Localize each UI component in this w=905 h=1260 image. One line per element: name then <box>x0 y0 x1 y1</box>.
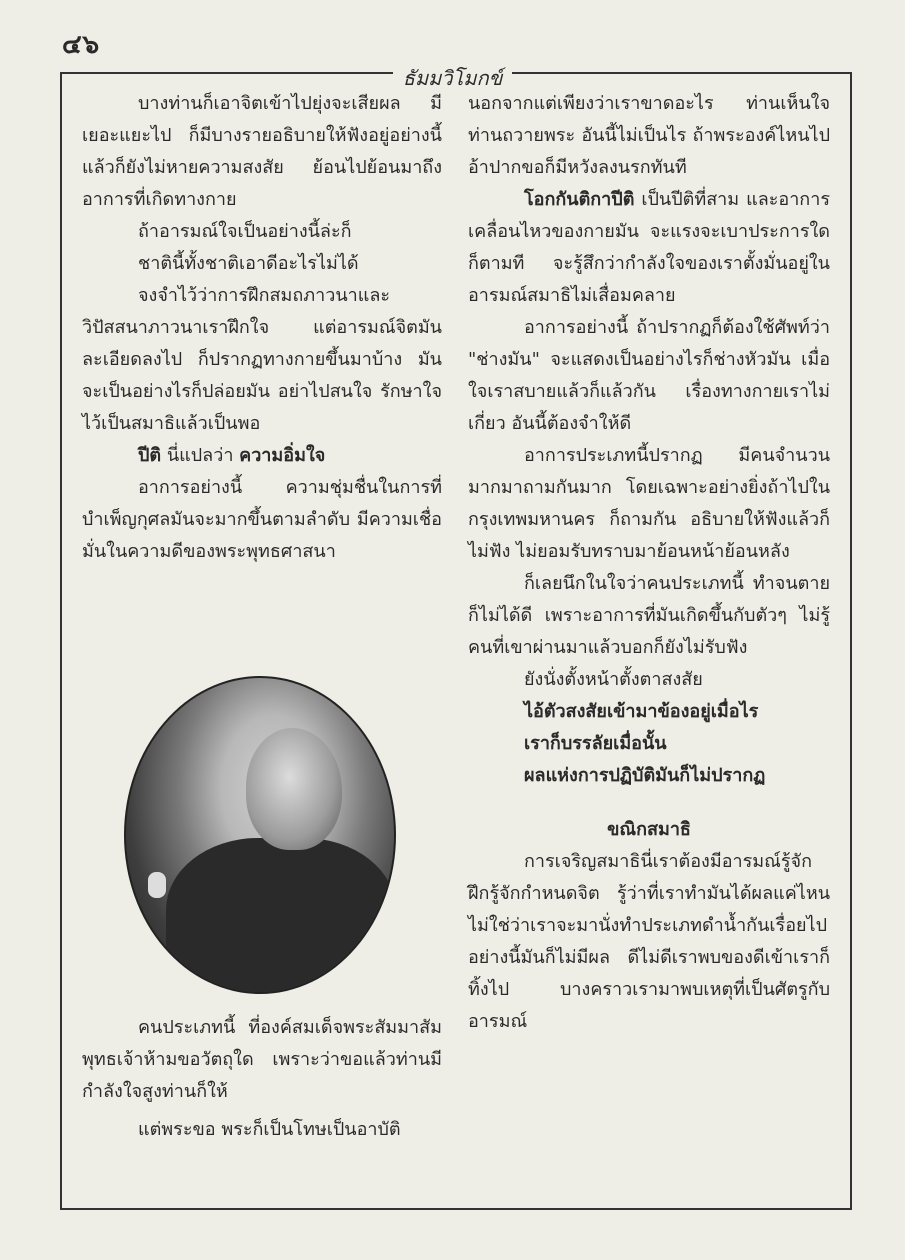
okkanti-rest: เป็นปีติที่สาม และอาการเคลื่อนไหวของกายมัน จะแรงจะเบาประการใดก็ตามที จะรู้สึกว่ากำลังใจของเราตั้งมั่นอยู่ในอารมณ์สมาธิไม่เสื่อมคลาย <box>468 189 830 306</box>
monk-photo <box>124 676 396 994</box>
right-paragraph-5-line-2: ยังนั่งตั้งหน้าตั้งตาสงสัย <box>524 669 703 690</box>
right-paragraph-1: นอกจากแต่เพียงว่าเราขาดอะไร ท่านเห็นใจท่านถวายพระ อันนี้ไม่เป็นไร ถ้าพระองค์ไหนไปอ้าปากขอก็มีหวังลงนรกทันที <box>468 93 830 178</box>
right-paragraph-6: การเจริญสมาธินี่เราต้องมีอารมณ์รู้จักฝึกรู้จักกำหนดจิต รู้ว่าที่เราทำมันได้ผลแค่ไหน ไม่ใช่ว่าเราจะมานั่งทำประเภทดำน้ำกันเรื่อยไป อย่างนี้มันก็ไม่มีผล ดีไม่ดีเราพบของดีเข้าเราก็ทิ้งไป บางคราวเรามาพบเหตุที่เป็นศัตรูกับอารมณ์ <box>468 851 830 1032</box>
verse-line-1: ไอ้ตัวสงสัยเข้ามาข้องอยู่เมื่อไร <box>524 701 759 722</box>
left-paragraph-6: แต่พระขอ พระก็เป็นโทษเป็นอาบัติ <box>138 1119 401 1140</box>
piti-mid: นี่แปลว่า <box>161 445 240 466</box>
left-paragraph-2-line-1: ถ้าอารมณ์ใจเป็นอย่างนี้ล่ะก็ <box>138 221 352 242</box>
left-paragraph-3: จงจำไว้ว่าการฝึกสมถภาวนาและวิปัสสนาภาวนาเราฝึกใจ แต่อารมณ์จิตมันละเอียดลงไป ก็ปรากฏทางกายขึ้นมาบ้าง มันจะเป็นอย่างไรก็ปล่อยมัน อย่าไปสนใจ รักษาใจไว้เป็นสมาธิแล้วเป็นพอ <box>82 285 442 434</box>
piti-meaning: ความอิ่มใจ <box>239 445 326 466</box>
monk-portrait-image <box>124 676 396 994</box>
right-paragraph-5-line-1: ก็เลยนึกในใจว่าคนประเภทนี้ ทำจนตายก็ไม่ได้ดี เพราะอาการที่มันเกิดขึ้นกับตัวๆ ไม่รู้คนที่เขาผ่านมาแล้วบอกก็ยังไม่รับฟัง <box>468 573 830 658</box>
running-head-text: ธัมมวิโมกข์ <box>393 66 513 90</box>
left-lower-block <box>82 1012 442 1146</box>
section-heading: ขณิกสมาธิ <box>607 819 691 840</box>
right-column <box>468 88 830 1038</box>
verse-line-3: ผลแห่งการปฏิบัติมันก็ไม่ปรากฏ <box>524 765 766 786</box>
left-column <box>82 88 442 568</box>
okkanti-paragraph <box>468 184 830 312</box>
left-paragraph-1: บางท่านก็เอาจิตเข้าไปยุ่งจะเสียผล มีเยอะแยะไป ก็มีบางรายอธิบายให้ฟังอยู่อย่างนี้แล้วก็ยังไม่หายความสงสัย ย้อนไปย้อนมาถึงอาการที่เกิดทางกาย <box>82 93 442 210</box>
head-shape <box>246 728 342 850</box>
left-paragraph-4: อาการอย่างนี้ ความชุ่มชื่นในการที่บำเพ็ญกุศลมันจะมากขึ้นตามลำดับ มีความเชื่อมั่นในความดีของพระพุทธศาสนา <box>82 477 442 562</box>
microphone-icon <box>148 872 166 898</box>
page-number: ๔๖ <box>62 30 101 60</box>
robe-shape <box>166 838 396 994</box>
okkanti-term: โอกกันติกาปีติ <box>524 189 635 210</box>
verse-line-2: เราก็บรรลัยเมื่อนั้น <box>524 733 667 754</box>
left-paragraph-2-line-2: ชาตินี้ทั้งชาติเอาดีอะไรไม่ได้ <box>138 253 359 274</box>
piti-definition <box>82 440 442 472</box>
piti-term: ปีติ <box>138 445 162 466</box>
left-paragraph-5: คนประเภทนี้ ที่องค์สมเด็จพระสัมมาสัมพุทธเจ้าห้ามขอวัตถุใด เพราะว่าขอแล้วท่านมีกำลังใจสูงท่านก็ให้ <box>82 1017 442 1102</box>
right-paragraph-4: อาการประเภทนี้ปรากฏ มีคนจำนวนมากมาถามกันมาก โดยเฉพาะอย่างยิ่งถ้าไปในกรุงเทพมหานคร ก็ถามกัน อธิบายให้ฟังแล้วก็ไม่ฟัง ไม่ยอมรับทราบมาย้อนหน้าย้อนหลัง <box>468 445 830 562</box>
right-paragraph-3: อาการอย่างนี้ ถ้าปรากฏก็ต้องใช้ศัพท์ว่า "ช่างมัน" จะแสดงเป็นอย่างไรก็ช่างหัวมัน เมื่อใจเราสบายแล้วก็แล้วกัน เรื่องทางกายเราไม่เกี่ยว อันนี้ต้องจำให้ดี <box>468 317 830 434</box>
